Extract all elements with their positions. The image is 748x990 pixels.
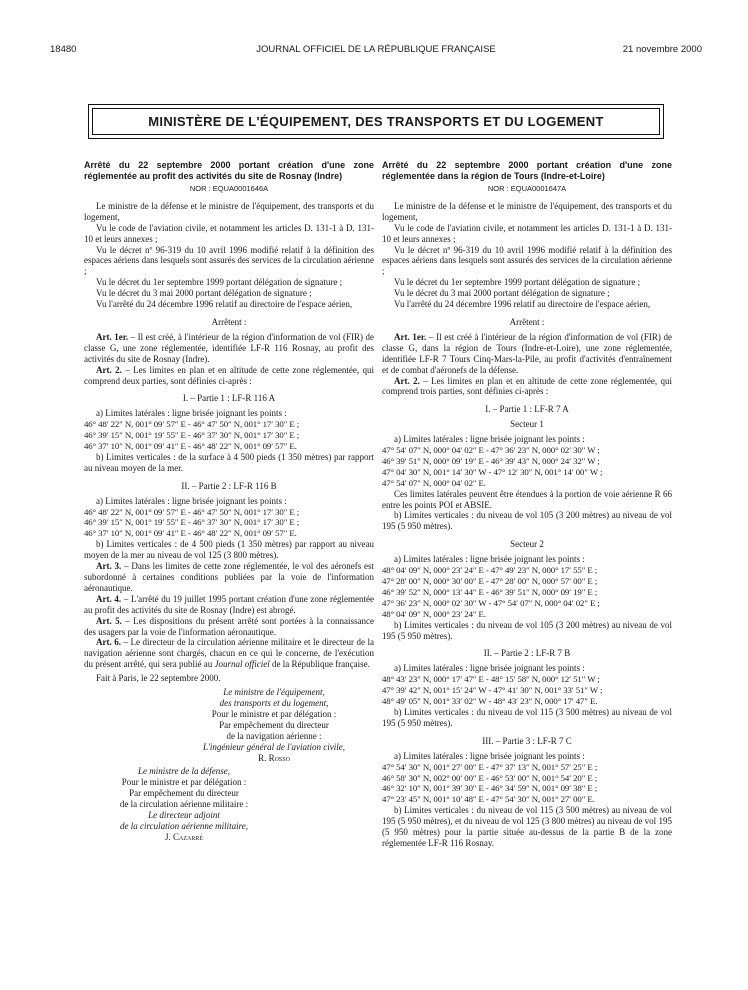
signature-line: Le ministre de l'équipement, — [223, 687, 325, 698]
signature-line: de la circulation aérienne militaire : — [119, 799, 249, 810]
left-column — [84, 160, 374, 843]
lateral-limits: a) Limites latérales : ligne brisée joignant les points : — [394, 434, 585, 445]
coordinate-line: 46° 39′ 51″ N, 000° 09′ 19″ E - 46° 39′ 43″ N, 000° 24′ 32″ W ; — [382, 455, 600, 466]
right-column — [382, 160, 672, 849]
lateral-limits: a) Limites latérales : ligne brisée joignant les points : — [394, 663, 585, 674]
article-2 — [84, 365, 374, 387]
coordinate-line: 47° 23′ 45″ N, 001° 10′ 48″ E - 47° 54′ 30″ N, 001° 27′ 00″ E. — [382, 794, 595, 805]
lateral-limits: a) Limites latérales : ligne brisée joignant les points : — [96, 495, 287, 506]
signature-line: Par empêchement du directeur — [219, 719, 329, 730]
article-label: Art. 3. — [96, 561, 122, 572]
article-6 — [84, 637, 374, 670]
article-text: de la République française. — [269, 659, 370, 670]
article-text: – Il est créé à l'intérieur de la région d'information de vol (FIR) de classe G, dans la région de Tours (Indre-et-Loire), une zone réglementée, identifiée LF-R 7 Tours Cinq-Mars-la-Pile, au profit d'activités d'entraînement et de combat d'aéronefs de la défense. — [382, 331, 673, 375]
coordinate-line: 46° 48′ 22″ N, 001° 09′ 57″ E - 46° 47′ 50″ N, 001° 17′ 30″ E ; — [84, 419, 300, 430]
preamble: Vu l'arrêté du 24 décembre 1996 relatif au directoire de l'espace aérien, — [96, 299, 353, 310]
vertical-limits: b) Limites verticales : de 4 500 pieds (1 350 mètres) par rapport au niveau moyen de la mer au niveau de vol 125 (3 800 mètres). — [84, 539, 374, 561]
article-text: – Le directeur de la circulation aérienne militaire et le directeur de la navigation aérienne sont chargés, chacun en ce qui le concerne, de l'exécution du présent arrêté, qui sera publié au — [84, 637, 375, 670]
preamble: Vu le décret nº 96-319 du 10 avril 1996 modifié relatif à la définition des espaces aériens dans lesquels sont assurés des services de la circulation aérienne ; — [382, 244, 672, 277]
vertical-limits: b) Limites verticales : du niveau de vol 115 (3 500 mètres) au niveau de vol 195 (5 950 mètres), et du niveau de vol 125 (3 800 mètres) au niveau de vol 195 (5 950 mètres) pour la partie située au-dessus de la partie B de la zone réglementée LF-R 116 Rosnay. — [382, 805, 672, 848]
coordinate-line: 46° 39′ 15″ N, 001° 19′ 55″ E - 46° 37′ 30″ N, 001° 17′ 30″ E ; — [84, 517, 300, 528]
decree-title: Arrêté du 22 septembre 2000 portant création d'une zone réglementée dans la région de Tours (Indre-et-Loire) — [382, 160, 672, 181]
coordinate-line: 48° 49′ 05″ N, 001° 33′ 02″ W - 48° 43′ 23″ N, 000° 17′ 47″ E. — [382, 696, 598, 707]
article-4 — [84, 594, 374, 616]
coordinate-line: 46° 37′ 10″ N, 001° 09′ 41″ E - 46° 48′ 22″ N, 001° 09′ 57″ E. — [84, 528, 297, 539]
signatory-name: R. Rosso — [258, 752, 290, 763]
coordinate-line: 46° 37′ 10″ N, 001° 09′ 41″ E - 46° 48′ 22″ N, 001° 09′ 57″ E. — [84, 441, 297, 452]
sector-note: Ces limites latérales peuvent être étendues à la portion de voie aérienne R 66 entre les points POI et ABSIE. — [382, 488, 672, 510]
part-title: II. – Partie 2 : LF-R 7 B — [483, 648, 571, 659]
ministry-title: MINISTÈRE DE L'ÉQUIPEMENT, DES TRANSPORTS ET DU LOGEMENT — [92, 108, 660, 135]
preamble: Vu l'arrêté du 24 décembre 1996 relatif au directoire de l'espace aérien, — [394, 299, 651, 310]
coordinate-line: 47° 28′ 00″ N, 000° 30′ 00″ E - 47° 28′ 00″ N, 000° 57′ 00″ E ; — [382, 576, 598, 586]
vertical-limits: b) Limites verticales : de la surface à 4 500 pieds (1 350 mètres) par rapport au niveau moyen de la mer. — [84, 451, 374, 473]
lateral-limits: a) Limites latérales : ligne brisée joignant les points : — [394, 554, 585, 565]
signature-block-equipement — [84, 687, 374, 763]
arretent: Arrêtent : — [211, 316, 247, 327]
article-text: – Dans les limites de cette zone réglementée, le vol des aéronefs est subordonné à certaines conditions publiées par la voie de l'information aéronautique. — [84, 561, 375, 593]
coordinate-line: 48° 04′ 09″ N, 000° 23′ 24″ E - 47° 49′ 23″ N, 000° 17′ 55″ E ; — [382, 565, 598, 576]
fait-a-paris: Fait à Paris, le 22 septembre 2000. — [96, 673, 221, 684]
coordinate-line: 48° 04′ 09″ N, 000° 23′ 24″ E. — [382, 608, 486, 619]
article-3 — [84, 561, 374, 594]
lateral-limits: a) Limites latérales : ligne brisée joignant les points : — [96, 408, 287, 419]
article-5 — [84, 616, 374, 638]
part-title: I. – Partie 1 : LF-R 116 A — [182, 393, 276, 404]
preamble: Vu le décret nº 96-319 du 10 avril 1996 modifié relatif à la définition des espaces aériens dans lesquels sont assurés des services de la circulation aérienne ; — [84, 244, 374, 277]
coordinate-line: 46° 39′ 52″ N, 000° 13′ 44″ E - 46° 39′ 51″ N, 000° 09′ 19″ E ; — [382, 586, 598, 597]
coordinate-line: 46° 39′ 15″ N, 001° 19′ 55″ E - 46° 37′ 30″ N, 001° 17′ 30″ E ; — [84, 430, 300, 441]
vertical-limits: b) Limites verticales : du niveau de vol 115 (3 500 mètres) au niveau de vol 195 (5 950 mètres). — [382, 706, 672, 728]
signatory-name: J. Cazarré — [164, 831, 203, 842]
coordinate-line: 46° 32′ 10″ N, 001° 39′ 30″ E - 46° 34′ 59″ N, 001° 09′ 38″ E ; — [382, 783, 598, 794]
ministry-banner — [88, 104, 664, 139]
signature-line: Par empêchement du directeur — [129, 788, 239, 799]
signature-line: des transports et du logement, — [219, 697, 329, 708]
signature-line: de la circulation aérienne militaire, — [119, 820, 249, 831]
signature-line: L'ingénieur général de l'aviation civile, — [202, 741, 346, 752]
preamble: Le ministre de la défense et le ministre de l'équipement, des transports et du logement, — [84, 200, 374, 222]
sector-title: Secteur 2 — [510, 539, 544, 550]
vertical-limits: b) Limites verticales : du niveau de vol 105 (3 200 mètres) au niveau de vol 195 (5 950 mètres). — [382, 619, 672, 641]
preamble: Vu le code de l'aviation civile, et notamment les articles D. 131-1 à D. 131-10 et leurs annexes ; — [84, 222, 374, 244]
preamble: Vu le décret du 3 mai 2000 portant délégation de signature ; — [394, 288, 610, 299]
article-text: – Les limites en plan et en altitude de cette zone réglementée, qui comprend deux parties, sont définies ci-après : — [84, 364, 375, 386]
preamble: Vu le décret du 1er septembre 1999 portant délégation de signature ; — [394, 277, 641, 288]
signature-line: Pour le ministre et par délégation : — [121, 777, 247, 788]
coordinate-line: 46° 48′ 22″ N, 001° 09′ 57″ E - 46° 47′ 50″ N, 001° 17′ 30″ E ; — [84, 506, 300, 517]
issue-date: 21 novembre 2000 — [622, 44, 702, 55]
nor-text: NOR : EQUA0001646A — [189, 184, 269, 193]
nor-reference — [84, 184, 374, 195]
part-title: II. – Partie 2 : LF-R 116 B — [181, 480, 277, 491]
signature-line: Pour le ministre et par délégation : — [211, 708, 337, 719]
coordinate-line: 47° 54′ 07″ N, 000° 04′ 02″ E. — [382, 477, 486, 488]
decree-title: Arrêté du 22 septembre 2000 portant création d'une zone réglementée au profit des activités du site de Rosnay (Indre) — [84, 160, 374, 181]
coordinate-line: 48° 43′ 23″ N, 000° 17′ 47″ E - 48° 15′ 58″ N, 000° 12′ 51″ W ; — [382, 674, 600, 685]
sector-title: Secteur 1 — [510, 419, 544, 430]
signature-line: de la navigation aérienne : — [226, 730, 322, 741]
coordinate-line: 47° 54′ 07″ N, 000° 04′ 02″ E - 47° 36′ 23″ N, 000° 02′ 30″ W ; — [382, 445, 600, 456]
vertical-limits: b) Limites verticales : du niveau de vol 105 (3 200 mètres) au niveau de vol 195 (5 950 mètres). — [382, 510, 672, 532]
page-number: 18480 — [50, 44, 77, 55]
coordinate-line: 47° 39′ 42″ N, 001° 15′ 24″ W - 47° 41′ 30″ N, 001° 33′ 51″ W ; — [382, 685, 603, 696]
article-text: – Il est créé, à l'intérieur de la région d'information de vol (FIR) de classe G, une zone réglementée, identifiée LF-R 116 Rosnay, au profit des activités du site de Rosnay (Indre). — [84, 331, 374, 364]
preamble: Vu le code de l'aviation civile, et notamment les articles D. 131-1 à D. 131-10 et leurs annexes ; — [382, 222, 672, 244]
signature-line: Le directeur adjoint — [148, 810, 220, 821]
article-label: Art. 1er. — [96, 331, 129, 342]
arretent: Arrêtent : — [509, 316, 545, 327]
signature-block-defense — [84, 766, 374, 842]
article-label: Art. 1er. — [394, 331, 427, 342]
nor-reference — [382, 184, 672, 195]
signature-line: Le ministre de la défense, — [138, 766, 230, 777]
journal-officiel: Journal officiel — [214, 659, 270, 670]
coordinate-line: 47° 04′ 30″ N, 001° 14′ 30″ W - 47° 12′ 30″ N, 001° 14′ 00″ W ; — [382, 466, 603, 477]
article-label: Art. 2. — [394, 375, 420, 386]
article-text: – Les dispositions du présent arrêté sont portées à la connaissance des usagers par la voie de l'information aéronautique. — [84, 615, 374, 637]
article-2 — [382, 376, 672, 398]
article-label: Art. 4. — [96, 593, 122, 604]
preamble: Vu le décret du 1er septembre 1999 portant délégation de signature ; — [96, 277, 343, 288]
preamble: Vu le décret du 3 mai 2000 portant délégation de signature ; — [96, 288, 312, 299]
coordinate-line: 47° 36′ 23″ N, 000° 02′ 30″ W - 47° 54′ 07″ N, 000° 04′ 02″ E ; — [382, 597, 600, 608]
article-1 — [382, 332, 672, 376]
article-text: – Les limites en plan et en altitude de cette zone réglementée, qui comprend trois parties, sont définies ci-après : — [382, 375, 673, 397]
article-text: – L'arrêté du 19 juillet 1995 portant création d'une zone réglementée au profit des activités du site de Rosnay (Indre) est abrogé. — [84, 593, 374, 615]
article-label: Art. 5. — [96, 615, 122, 626]
page-header — [50, 44, 702, 56]
coordinate-line: 47° 54′ 30″ N, 001° 27′ 00″ E - 47° 37′ 13″ N, 001° 57′ 25″ E ; — [382, 761, 598, 772]
part-title: I. – Partie 1 : LF-R 7 A — [485, 404, 569, 415]
article-label: Art. 6. — [96, 637, 122, 648]
lateral-limits: a) Limites latérales : ligne brisée joignant les points : — [394, 750, 585, 761]
nor-text: NOR : EQUA0001647A — [487, 184, 567, 193]
coordinate-line: 46° 58′ 30″ N, 002° 00′ 00″ E - 46° 53′ 00″ N, 001° 54′ 20″ E ; — [382, 772, 598, 783]
article-label: Art. 2. — [96, 364, 122, 375]
preamble: Le ministre de la défense et le ministre de l'équipement, des transports et du logement, — [382, 200, 672, 222]
article-1 — [84, 332, 374, 365]
part-title: III. – Partie 3 : LF-R 7 C — [482, 735, 572, 746]
journal-title: JOURNAL OFFICIEL DE LA RÉPUBLIQUE FRANÇAISE — [256, 44, 496, 55]
